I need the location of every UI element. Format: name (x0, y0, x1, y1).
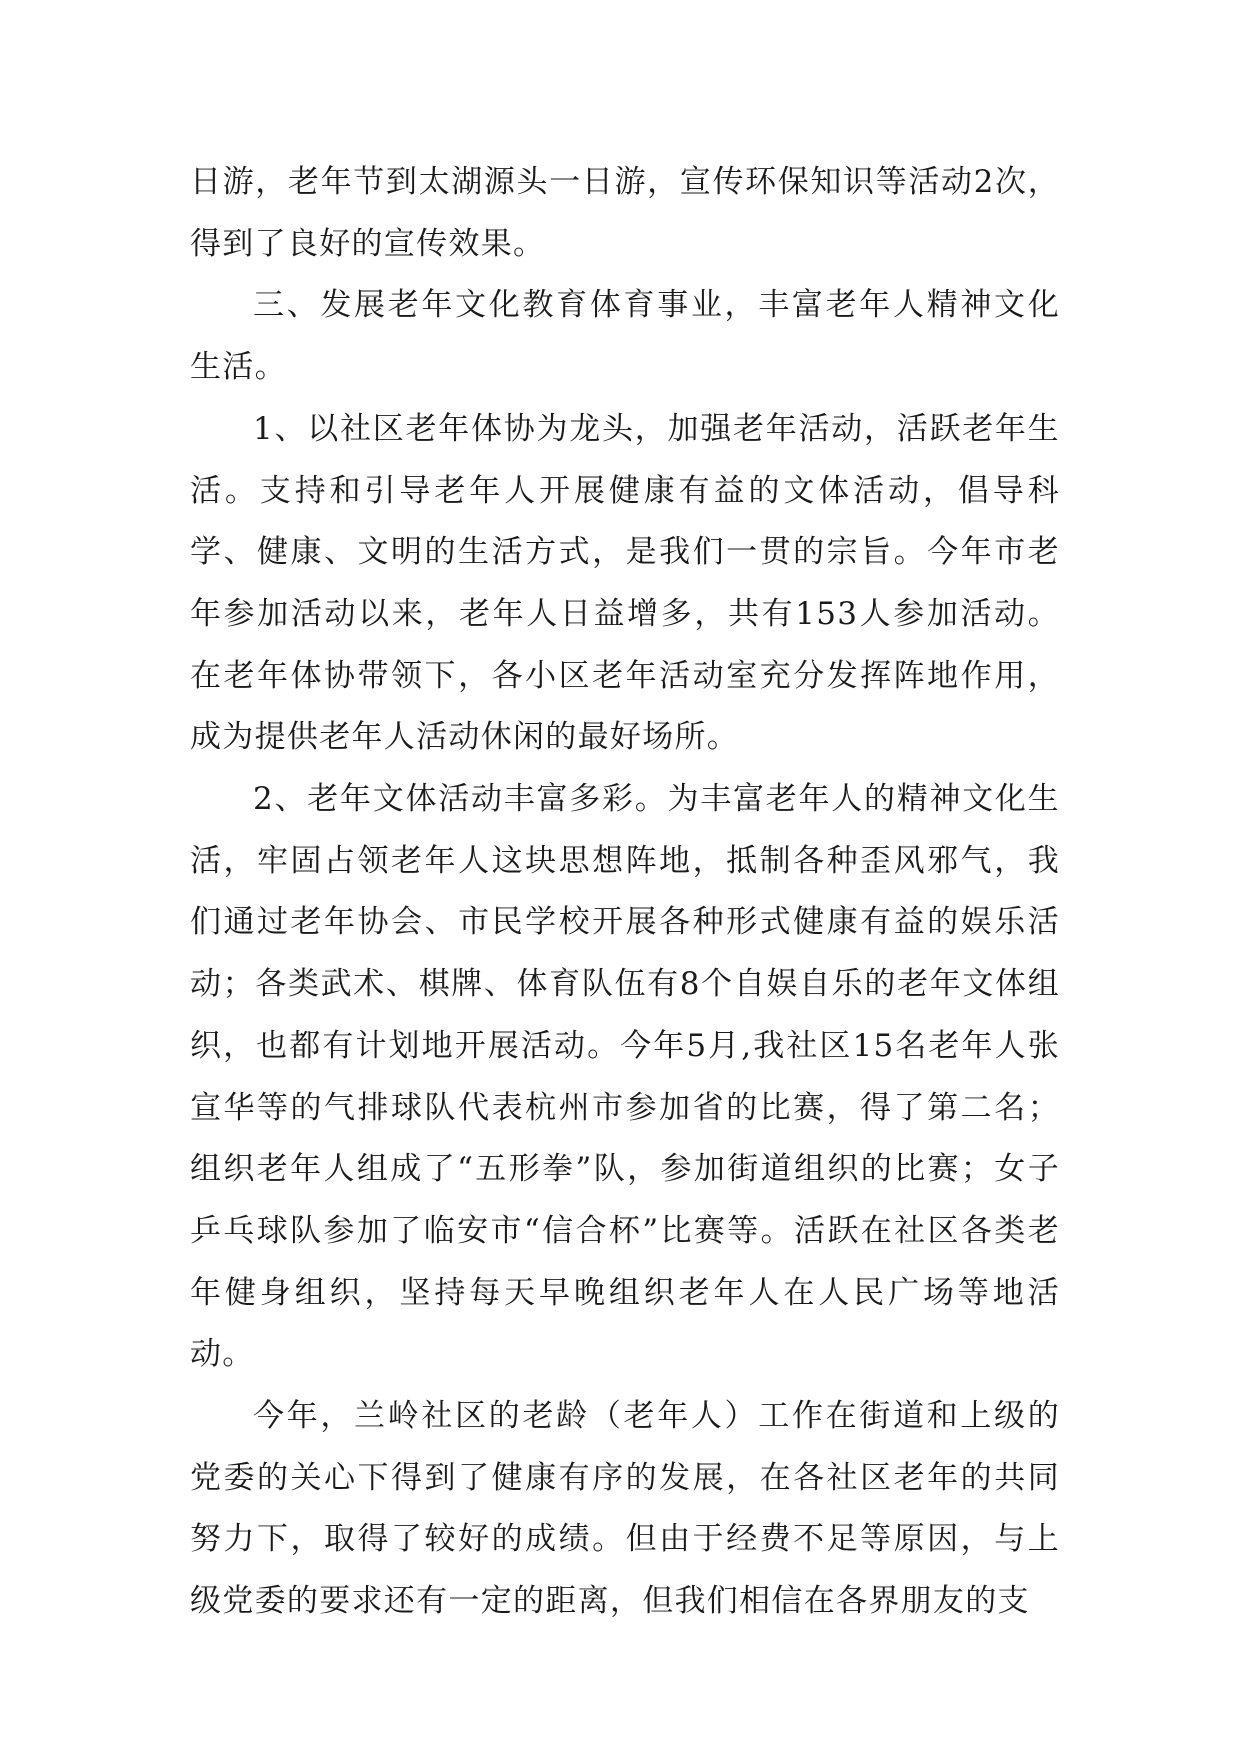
paragraph-section-heading-culture: 三、发展老年文化教育体育事业，丰富老年人精神文化生活。 (190, 287, 1060, 386)
paragraph-item-2: 2、老年文体活动丰富多彩。为丰富老年人的精神文化生活，牢固占领老年人这块思想阵地，抵制各种歪风邪气，我们通过老年协会、市民学校开展各种形式健康有益的娱乐活动；各类武术、棋牌、体育队伍有8个自娱自乐的老年文体组织，也都有计划地开展活动。今年5月,我社区15名老年人张宣华等的气排球队代表杭州市参加省的比赛，得了第二名；组织老年人组成了“五形拳”队，参加街道组织的比赛；女子乒乓球队参加了临安市“信合杯”比赛等。活跃在社区各类老年健身组织，坚持每天早晚组织老年人在人民广场等地活动。 (190, 781, 1060, 1373)
document-body (190, 152, 1060, 1633)
paragraph-item-1: 1、以社区老年体协为龙头，加强老年活动，活跃老年生活。支持和引导老年人开展健康有益的文体活动，倡导科学、健康、文明的生活方式，是我们一贯的宗旨。今年市老年参加活动以来，老年人日益增多，共有153人参加活动。在老年体协带领下，各小区老年活动室充分发挥阵地作用，成为提供老年人活动休闲的最好场所。 (190, 410, 1060, 756)
paragraph-event-summary: 日游，老年节到太湖源头一日游，宣传环保知识等活动2次，得到了良好的宣传效果。 (190, 164, 1060, 262)
paragraph-conclusion: 今年，兰岭社区的老龄（老年人）工作在街道和上级的党委的关心下得到了健康有序的发展，在各社区老年的共同努力下，取得了较好的成绩。但由于经费不足等原因，与上级党委的要求还有一定的距离，但我们相信在各界朋友的支 (190, 1398, 1060, 1620)
